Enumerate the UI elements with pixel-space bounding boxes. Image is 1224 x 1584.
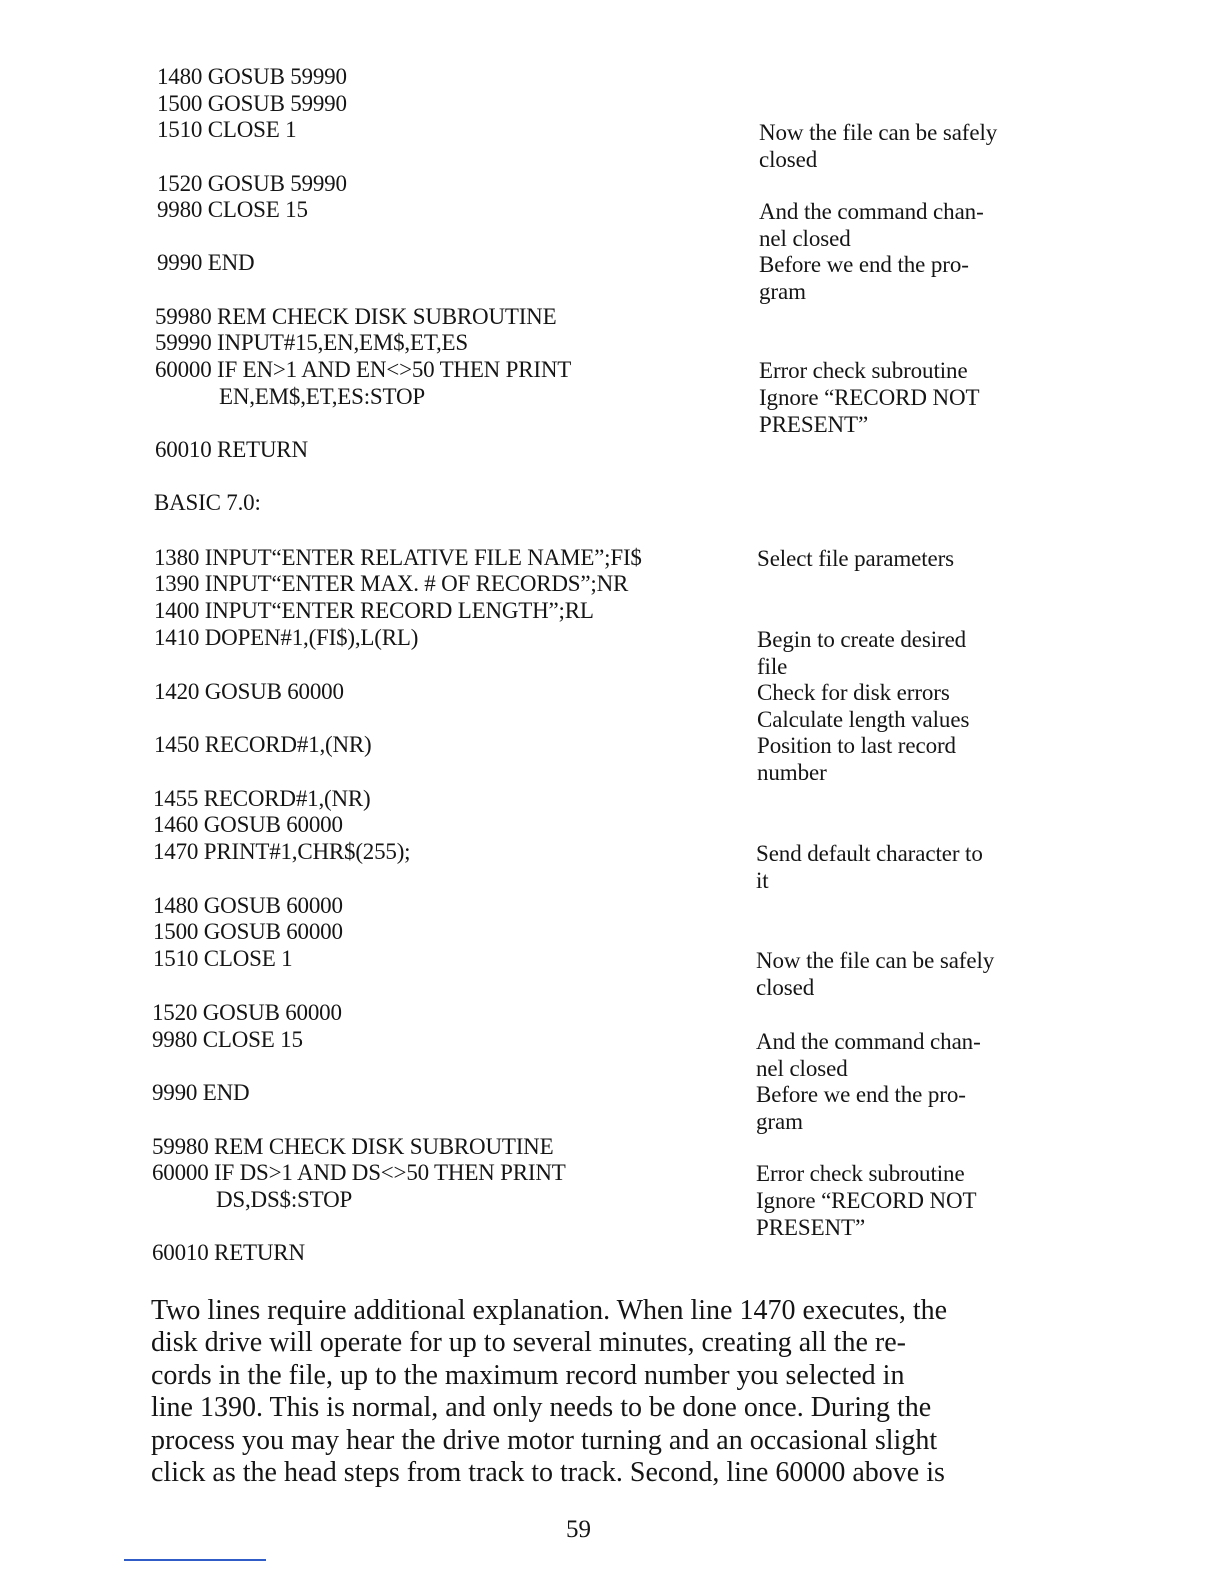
code-line: 59980 REM CHECK DISK SUBROUTINE xyxy=(152,1134,554,1159)
code-line: 59990 INPUT#15,EN,EM$,ET,ES xyxy=(155,330,468,355)
code-line: EN,EM$,ET,ES:STOP xyxy=(219,384,425,409)
code-line: 1455 RECORD#1,(NR) xyxy=(153,786,371,811)
code-line: 1450 RECORD#1,(NR) xyxy=(154,732,372,757)
code-line: 1510 CLOSE 1 xyxy=(157,117,297,142)
annotation: Ignore “RECORD NOT PRESENT” xyxy=(759,385,980,437)
code-line: 1520 GOSUB 59990 xyxy=(157,171,347,196)
section-heading: BASIC 7.0: xyxy=(154,490,261,515)
code-line: 59980 REM CHECK DISK SUBROUTINE xyxy=(155,304,557,329)
annotation: Error check subroutine xyxy=(759,358,968,383)
code-line: 9990 END xyxy=(152,1080,250,1105)
code-line: 1390 INPUT“ENTER MAX. # OF RECORDS”;NR xyxy=(154,571,629,596)
code-line: 9980 CLOSE 15 xyxy=(157,197,308,222)
annotation: Before we end the pro- gram xyxy=(756,1082,966,1134)
code-line: 1480 GOSUB 59990 xyxy=(157,64,347,89)
code-line: 1510 CLOSE 1 xyxy=(153,946,293,971)
annotation: Position to last record number xyxy=(757,733,956,785)
code-line: 9990 END xyxy=(157,250,255,275)
annotation: Begin to create desired file xyxy=(757,627,967,679)
code-line: 1420 GOSUB 60000 xyxy=(154,679,344,704)
code-line: 9980 CLOSE 15 xyxy=(152,1027,303,1052)
code-line: 60010 RETURN xyxy=(152,1240,305,1265)
code-line: 1400 INPUT“ENTER RECORD LENGTH”;RL xyxy=(154,598,594,623)
annotation: And the command chan- nel closed xyxy=(759,199,984,251)
annotation: Calculate length values xyxy=(757,707,970,732)
page-number: 59 xyxy=(566,1516,591,1543)
annotation: And the command chan- nel closed xyxy=(756,1029,981,1081)
annotation: Now the file can be safely closed xyxy=(759,120,998,172)
code-line: 1460 GOSUB 60000 xyxy=(153,812,343,837)
code-line: 60000 IF EN>1 AND EN<>50 THEN PRINT xyxy=(155,357,572,382)
code-line: 1480 GOSUB 60000 xyxy=(153,893,343,918)
code-line: 1410 DOPEN#1,(FI$),L(RL) xyxy=(154,625,419,650)
code-line: 1500 GOSUB 59990 xyxy=(157,91,347,116)
code-line: 1520 GOSUB 60000 xyxy=(152,1000,342,1025)
annotation: Ignore “RECORD NOT PRESENT” xyxy=(756,1188,977,1240)
code-line: 60010 RETURN xyxy=(155,437,308,462)
code-line: 60000 IF DS>1 AND DS<>50 THEN PRINT xyxy=(152,1160,566,1185)
code-line: 1500 GOSUB 60000 xyxy=(153,919,343,944)
body-paragraph: Two lines require additional explanation. When line 1470 executes, the disk drive will operate for up to several minutes, creating all the re- cords in the file, up to the maximum record number you selected in line 1390. This is normal, and only needs to be done once. During the process you may hear the drive motor turning and an occasional slight click as the head steps from track to track. Second, line 60000 above is xyxy=(151,1295,948,1489)
annotation: Send default character to it xyxy=(756,841,983,893)
annotation: Check for disk errors xyxy=(757,680,950,705)
code-line: 1470 PRINT#1,CHR$(255); xyxy=(153,839,411,864)
code-line: 1380 INPUT“ENTER RELATIVE FILE NAME”;FI$ xyxy=(154,545,642,570)
annotation: Select file parameters xyxy=(757,546,955,571)
annotation: Before we end the pro- gram xyxy=(759,252,969,304)
bottom-rule xyxy=(124,1559,266,1561)
annotation: Error check subroutine xyxy=(756,1161,965,1186)
code-line: DS,DS$:STOP xyxy=(216,1187,353,1212)
annotation: Now the file can be safely closed xyxy=(756,948,995,1000)
